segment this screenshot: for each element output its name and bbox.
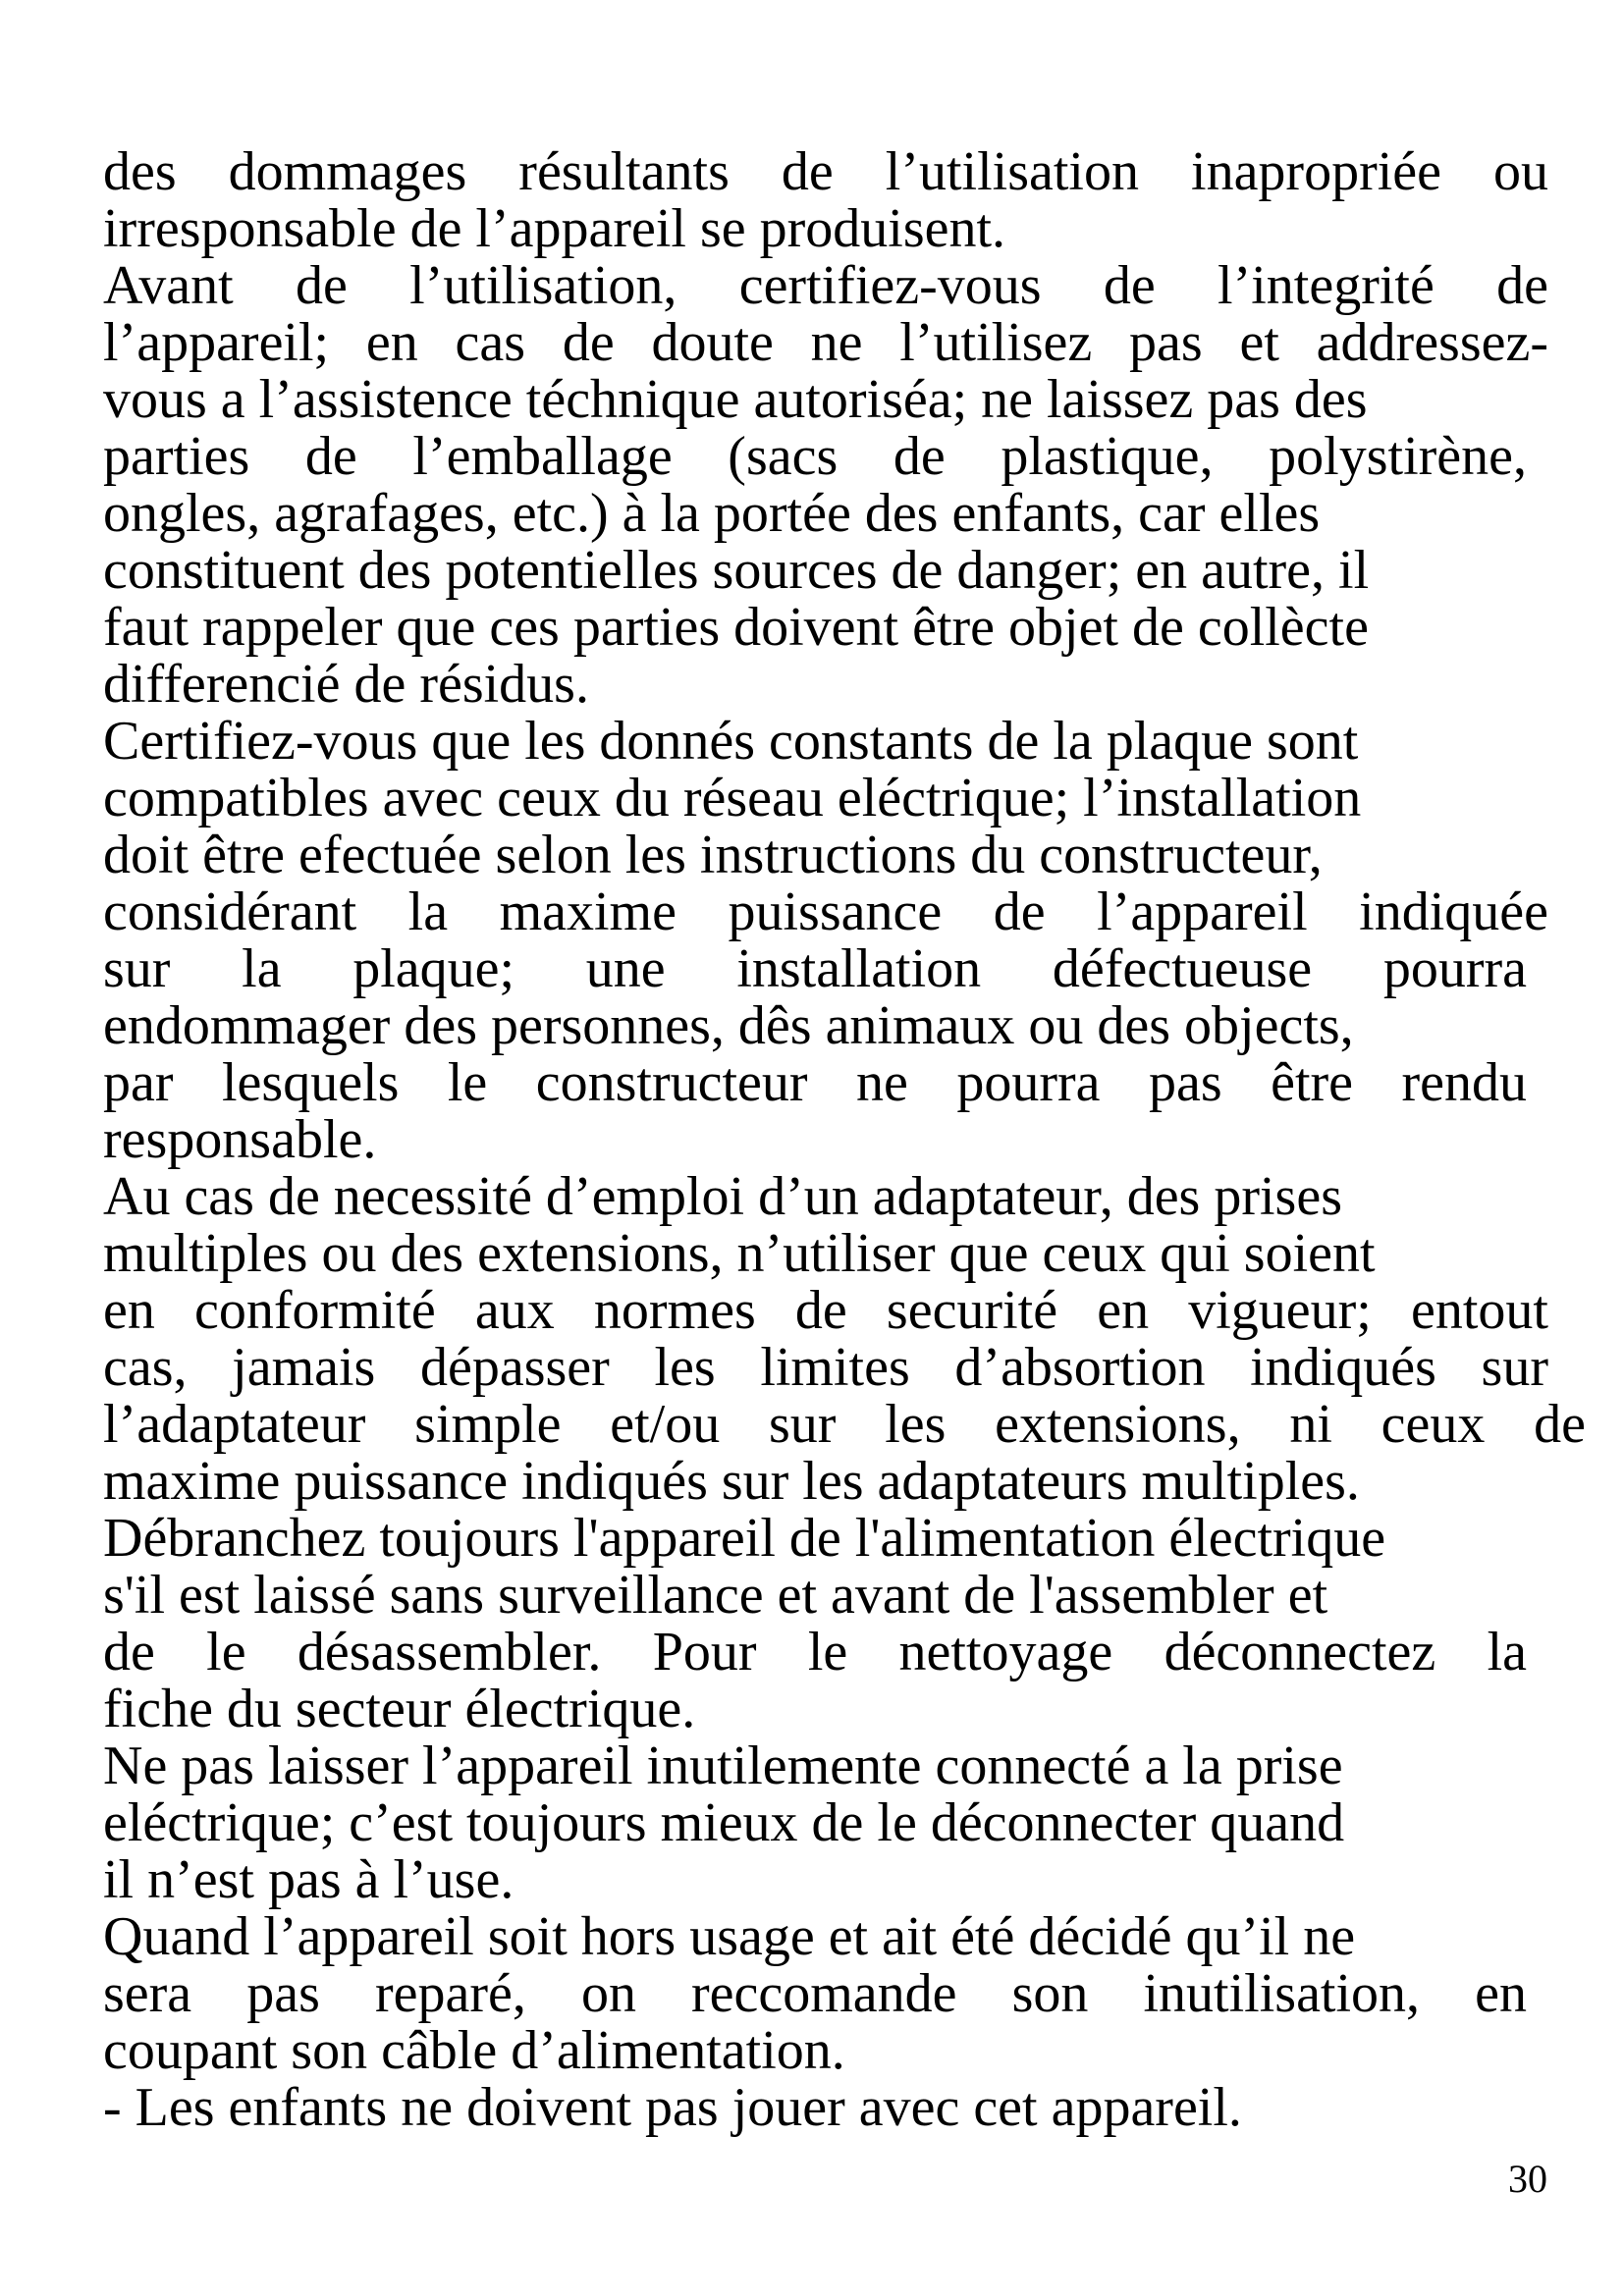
- text-line: des dommages résultants de l’utilisation inapropriée ou: [103, 141, 1548, 202]
- text-line: Quand l’appareil soit hors usage et ait été décidé qu’il ne: [103, 1906, 1356, 1967]
- text-line: Débranchez toujours l'appareil de l'alimentation électrique: [103, 1508, 1386, 1569]
- text-line: multiples ou des extensions, n’utiliser que ceux qui soient: [103, 1223, 1376, 1284]
- text-line: sera pas reparé, on reccomande son inutilisation, en: [103, 1963, 1527, 2024]
- text-line: vous a l’assistence téchnique autoriséa; ne laissez pas des: [103, 369, 1368, 430]
- text-line: eléctrique; c’est toujours mieux de le déconnecter quand: [103, 1792, 1345, 1853]
- text-line: cas, jamais dépasser les limites d’absortion indiqués sur: [103, 1337, 1548, 1398]
- text-line: l’adaptateur simple et/ou sur les extensions, ni ceux de: [103, 1394, 1586, 1455]
- text-line: sur la plaque; une installation défectueuse pourra: [103, 938, 1527, 999]
- text-line: constituent des potentielles sources de danger; en autre, il: [103, 540, 1370, 601]
- body-text: [103, 141, 1586, 2138]
- text-line: coupant son câble d’alimentation.: [103, 2020, 845, 2081]
- text-line: irresponsable de l’appareil se produisent.: [103, 198, 1006, 259]
- page-number: 30: [1508, 2157, 1547, 2201]
- text-line: fiche du secteur électrique.: [103, 1679, 696, 1739]
- text-line: parties de l’emballage (sacs de plastique, polystirène,: [103, 426, 1527, 487]
- text-line: responsable.: [103, 1109, 377, 1170]
- text-line: faut rappeler que ces parties doivent être objet de collècte: [103, 597, 1369, 658]
- text-line: l’appareil; en cas de doute ne l’utilisez pas et addressez-: [103, 312, 1548, 373]
- text-line: ongles, agrafages, etc.) à la portée des enfants, car elles: [103, 483, 1321, 544]
- text-line: Ne pas laisser l’appareil inutilemente connecté a la prise: [103, 1735, 1343, 1796]
- text-line: Au cas de necessité d’emploi d’un adaptateur, des prises: [103, 1166, 1342, 1227]
- text-line: Avant de l’utilisation, certifiez-vous de l’integrité de: [103, 255, 1548, 316]
- text-line: en conformité aux normes de securité en vigueur; entout: [103, 1280, 1548, 1341]
- text-line: de le désassembler. Pour le nettoyage déconnectez la: [103, 1622, 1527, 1682]
- text-line: differencié de résidus.: [103, 654, 589, 715]
- text-line: il n’est pas à l’use.: [103, 1849, 514, 1910]
- text-line: considérant la maxime puissance de l’appareil indiquée: [103, 881, 1548, 942]
- text-line: doit être efectuée selon les instructions du constructeur,: [103, 825, 1323, 885]
- text-line: endommager des personnes, dês animaux ou des objects,: [103, 995, 1354, 1056]
- text-line: - Les enfants ne doivent pas jouer avec cet appareil.: [103, 2077, 1242, 2138]
- text-line: par lesquels le constructeur ne pourra pas être rendu: [103, 1052, 1527, 1113]
- text-line: maxime puissance indiqués sur les adaptateurs multiples.: [103, 1451, 1360, 1512]
- text-line: Certifiez-vous que les donnés constants de la plaque sont: [103, 711, 1359, 772]
- text-line: s'il est laissé sans surveillance et avant de l'assembler et: [103, 1565, 1328, 1626]
- text-line: compatibles avec ceux du réseau eléctrique; l’installation: [103, 768, 1362, 828]
